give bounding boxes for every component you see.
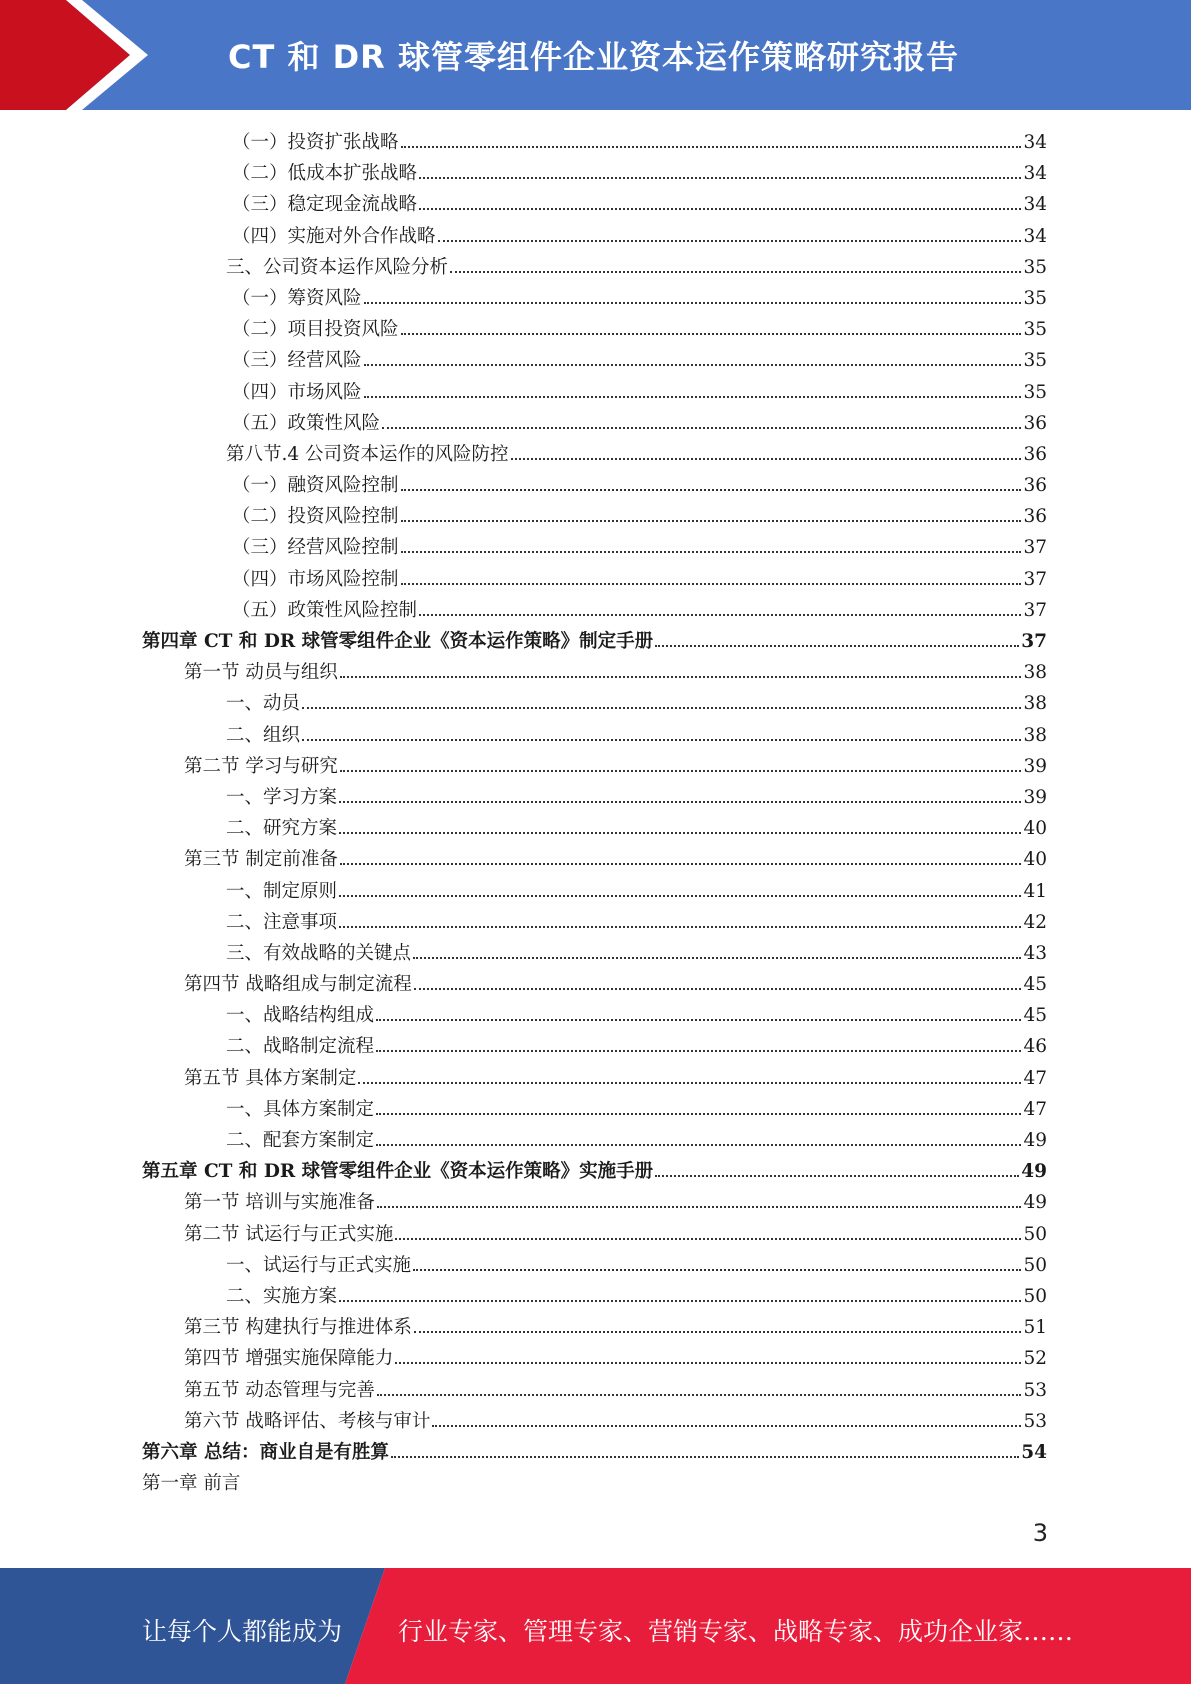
- toc-dot-leader: [302, 707, 1021, 709]
- toc-entry-page: 50: [1023, 1223, 1047, 1245]
- toc-dot-leader: [339, 801, 1021, 803]
- toc-dot-leader: [655, 1175, 1019, 1177]
- toc-entry[interactable]: [142, 440, 1047, 471]
- toc-entry-label: 一、试运行与正式实施: [226, 1254, 412, 1276]
- toc-dot-leader: [419, 208, 1021, 210]
- toc-entry[interactable]: [142, 939, 1047, 970]
- toc-entry[interactable]: [142, 1469, 1047, 1500]
- toc-entry[interactable]: [142, 845, 1047, 876]
- toc-entry-label: 第四节 增强实施保障能力: [184, 1348, 394, 1370]
- toc-dot-leader: [340, 863, 1022, 865]
- toc-entry-page: 42: [1023, 911, 1047, 933]
- toc-entry-label: 二、注意事项: [226, 911, 338, 933]
- toc-entry[interactable]: [142, 284, 1047, 315]
- toc-entry[interactable]: [142, 814, 1047, 845]
- toc-entry[interactable]: [142, 658, 1047, 689]
- toc-entry[interactable]: [142, 346, 1047, 377]
- toc-entry-label: （四）市场风险: [232, 381, 362, 403]
- toc-entry-label: 一、战略结构组成: [226, 1005, 375, 1027]
- toc-entry-label: 一、制定原则: [226, 880, 338, 902]
- toc-dot-leader: [302, 739, 1021, 741]
- toc-entry-page: 47: [1023, 1067, 1047, 1089]
- toc-entry-label: 第六节 战略评估、考核与审计: [184, 1410, 431, 1432]
- toc-entry-page: 36: [1023, 506, 1047, 528]
- toc-dot-leader: [358, 1082, 1021, 1084]
- toc-dot-leader: [413, 1269, 1021, 1271]
- toc-dot-leader: [339, 895, 1021, 897]
- toc-entry-page: 41: [1023, 880, 1047, 902]
- toc-entry-label: 第一节 培训与实施准备: [184, 1192, 375, 1214]
- toc-entry-label: 第四章 CT 和 DR 球管零组件企业《资本运作策略》制定手册: [142, 631, 654, 652]
- toc-dot-leader: [391, 1456, 1019, 1458]
- toc-dot-leader: [340, 676, 1022, 678]
- toc-entry-label: 二、研究方案: [226, 818, 338, 840]
- toc-dot-leader: [364, 396, 1022, 398]
- toc-entry[interactable]: [142, 1313, 1047, 1344]
- toc-dot-leader: [395, 1362, 1021, 1364]
- toc-entry-page: 34: [1023, 132, 1047, 153]
- toc-dot-leader: [376, 1113, 1021, 1115]
- page-footer: [0, 1568, 1191, 1684]
- toc-entry[interactable]: [142, 877, 1047, 908]
- toc-entry-page: 53: [1023, 1410, 1047, 1432]
- toc-entry-page: 35: [1023, 256, 1047, 278]
- toc-entry-label: （二）投资风险控制: [232, 506, 399, 528]
- toc-entry[interactable]: [142, 783, 1047, 814]
- toc-entry-page: 47: [1023, 1098, 1047, 1120]
- toc-dot-leader: [364, 302, 1022, 304]
- toc-entry-label: 一、动员: [226, 693, 301, 715]
- toc-entry-page: 34: [1023, 194, 1047, 216]
- toc-dot-leader: [401, 583, 1022, 585]
- toc-dot-leader: [419, 177, 1021, 179]
- toc-entry[interactable]: [142, 565, 1047, 596]
- footer-slogan-right: 行业专家、管理专家、营销专家、战略专家、成功企业家……: [398, 1617, 1074, 1646]
- toc-entry-label: 第五节 具体方案制定: [184, 1067, 357, 1089]
- toc-entry-label: 二、实施方案: [226, 1285, 338, 1307]
- toc-entry[interactable]: [142, 471, 1047, 502]
- toc-entry-label: 二、战略制定流程: [226, 1036, 375, 1058]
- toc-entry-label: 第一节 动员与组织: [184, 662, 338, 684]
- toc-entry[interactable]: [142, 1001, 1047, 1032]
- toc-entry-label: 第三节 制定前准备: [184, 849, 338, 871]
- toc-entry-label: 二、配套方案制定: [226, 1130, 375, 1151]
- toc-entry-label: 第八节.4 公司资本运作的风险防控: [226, 443, 509, 465]
- toc-entry-label: （一）融资风险控制: [232, 475, 399, 497]
- toc-entry-label: 第五章 CT 和 DR 球管零组件企业《资本运作策略》实施手册: [142, 1161, 654, 1183]
- toc-entry-label: 第三节 构建执行与推进体系: [184, 1317, 412, 1339]
- toc-entry-label: 一、学习方案: [226, 786, 338, 808]
- toc-entry-label: （三）经营风险: [232, 350, 362, 372]
- toc-entry-page: 45: [1023, 1005, 1047, 1027]
- toc-entry[interactable]: [142, 253, 1047, 284]
- toc-entry-page: 53: [1023, 1379, 1047, 1401]
- toc-entry-label: 第一章 前言: [142, 1473, 241, 1495]
- toc-entry[interactable]: [142, 970, 1047, 1001]
- toc-entry-label: （二）低成本扩张战略: [232, 163, 418, 185]
- toc-entry-page: 49: [1023, 1192, 1047, 1214]
- toc-entry-page: 35: [1023, 319, 1047, 341]
- toc-entry[interactable]: [142, 1220, 1047, 1251]
- toc-entry-page: 37: [1023, 568, 1047, 590]
- toc-entry-label: （五）政策性风险控制: [232, 599, 418, 621]
- toc-entry[interactable]: [142, 409, 1047, 440]
- toc-entry-page: 38: [1023, 724, 1047, 746]
- toc-dot-leader: [364, 364, 1022, 366]
- toc-entry[interactable]: [142, 1064, 1047, 1095]
- toc-entry-page: 39: [1023, 755, 1047, 777]
- toc-entry-page: 36: [1023, 475, 1047, 497]
- toc-entry-page: 51: [1023, 1317, 1047, 1339]
- toc-entry[interactable]: [142, 689, 1047, 720]
- toc-dot-leader: [432, 1425, 1021, 1427]
- toc-entry[interactable]: [142, 502, 1047, 533]
- toc-entry-page: 35: [1023, 350, 1047, 372]
- toc-dot-leader: [450, 271, 1021, 273]
- toc-entry-page: 38: [1023, 662, 1047, 684]
- toc-entry[interactable]: [142, 315, 1047, 346]
- toc-entry[interactable]: [142, 1376, 1047, 1407]
- toc-entry[interactable]: [142, 1251, 1047, 1282]
- toc-entry[interactable]: [142, 128, 1047, 159]
- toc-entry-label: （三）稳定现金流战略: [232, 194, 418, 216]
- page-header: [0, 0, 1191, 110]
- toc-entry-page: 50: [1023, 1254, 1047, 1276]
- toc-entry-page: 50: [1023, 1285, 1047, 1307]
- toc-entry-page: 37: [1023, 537, 1047, 559]
- toc-entry-page: 46: [1023, 1036, 1047, 1058]
- toc-dot-leader: [511, 458, 1022, 460]
- toc-entry-page: 38: [1023, 693, 1047, 715]
- toc-entry[interactable]: [142, 721, 1047, 752]
- toc-entry-label: （三）经营风险控制: [232, 537, 399, 559]
- toc-entry-page: 36: [1023, 443, 1047, 465]
- toc-entry-page: 40: [1023, 849, 1047, 871]
- toc-entry-label: （一）筹资风险: [232, 287, 362, 309]
- toc-dot-leader: [377, 1394, 1022, 1396]
- toc-entry-label: （五）政策性风险: [232, 412, 381, 434]
- toc-entry-label: 一、具体方案制定: [226, 1098, 375, 1120]
- toc-entry-page: 35: [1023, 381, 1047, 403]
- toc-dot-leader: [339, 926, 1021, 928]
- toc-entry[interactable]: [142, 596, 1047, 627]
- toc-entry-label: （四）实施对外合作战略: [232, 225, 436, 247]
- toc-dot-leader: [438, 240, 1022, 242]
- toc-entry[interactable]: [142, 1032, 1047, 1063]
- toc-entry-page: 34: [1023, 163, 1047, 185]
- toc-entry-page: 37: [1023, 599, 1047, 621]
- page-number: 3: [1032, 1519, 1048, 1547]
- toc-dot-leader: [340, 770, 1022, 772]
- toc-entry-label: （一）投资扩张战略: [232, 132, 399, 153]
- toc-entry[interactable]: [142, 159, 1047, 190]
- toc-entry-page: 45: [1023, 974, 1047, 996]
- toc-dot-leader: [376, 1144, 1021, 1146]
- toc-entry-label: （二）项目投资风险: [232, 319, 399, 341]
- toc-dot-leader: [401, 520, 1022, 522]
- toc-entry-page: 54: [1021, 1441, 1047, 1463]
- toc-entry[interactable]: [142, 752, 1047, 783]
- toc-entry-page: 43: [1023, 942, 1047, 964]
- toc-entry[interactable]: [142, 908, 1047, 939]
- toc-entry-label: （四）市场风险控制: [232, 568, 399, 590]
- toc-entry-page: 35: [1023, 287, 1047, 309]
- toc-dot-leader: [414, 988, 1022, 990]
- toc-entry[interactable]: [142, 1344, 1047, 1375]
- toc-entry[interactable]: [142, 1157, 1047, 1188]
- table-of-contents: [142, 128, 1047, 1500]
- toc-dot-leader: [414, 1331, 1022, 1333]
- toc-dot-leader: [382, 427, 1021, 429]
- toc-entry[interactable]: [142, 222, 1047, 253]
- toc-entry-label: 第二节 试运行与正式实施: [184, 1223, 394, 1245]
- toc-dot-leader: [401, 489, 1022, 491]
- toc-entry-page: 36: [1023, 412, 1047, 434]
- toc-entry-label: 第六章 总结：商业自是有胜算: [142, 1441, 389, 1463]
- toc-dot-leader: [377, 1206, 1022, 1208]
- toc-entry-page: 49: [1023, 1130, 1047, 1151]
- toc-entry[interactable]: [142, 378, 1047, 409]
- toc-entry-page: 40: [1023, 818, 1047, 840]
- toc-entry-label: 第五节 动态管理与完善: [184, 1379, 375, 1401]
- toc-entry[interactable]: [142, 1407, 1047, 1438]
- footer-slogan-left: 让每个人都能成为: [142, 1617, 343, 1646]
- toc-dot-leader: [376, 1019, 1021, 1021]
- toc-dot-leader: [419, 614, 1021, 616]
- toc-entry-page: 52: [1023, 1348, 1047, 1370]
- toc-dot-leader: [395, 1238, 1021, 1240]
- toc-entry-label: 第二节 学习与研究: [184, 755, 338, 777]
- toc-dot-leader: [655, 645, 1019, 647]
- toc-entry-page: 39: [1023, 786, 1047, 808]
- toc-entry-label: 三、有效战略的关键点: [226, 942, 412, 964]
- toc-entry[interactable]: [142, 1188, 1047, 1219]
- toc-entry-page: 49: [1021, 1161, 1047, 1183]
- toc-dot-leader: [401, 333, 1022, 335]
- toc-entry-page: 37: [1021, 631, 1047, 652]
- toc-entry[interactable]: [142, 1095, 1047, 1126]
- toc-entry[interactable]: [142, 533, 1047, 564]
- toc-dot-leader: [376, 1050, 1021, 1052]
- toc-dot-leader: [401, 551, 1022, 553]
- toc-entry[interactable]: [142, 627, 1047, 658]
- toc-entry[interactable]: [142, 1282, 1047, 1313]
- toc-entry-label: 第四节 战略组成与制定流程: [184, 974, 412, 996]
- toc-dot-leader: [413, 957, 1021, 959]
- report-title: CT 和 DR 球管零组件企业资本运作策略研究报告: [228, 38, 959, 76]
- toc-entry[interactable]: [142, 1438, 1047, 1469]
- toc-entry[interactable]: [142, 190, 1047, 221]
- toc-entry-label: 二、组织: [226, 724, 301, 746]
- toc-dot-leader: [339, 832, 1021, 834]
- toc-entry-page: 34: [1023, 225, 1047, 247]
- toc-entry-label: 三、公司资本运作风险分析: [226, 256, 449, 278]
- toc-dot-leader: [401, 146, 1022, 148]
- toc-entry[interactable]: [142, 1126, 1047, 1157]
- toc-dot-leader: [339, 1300, 1021, 1302]
